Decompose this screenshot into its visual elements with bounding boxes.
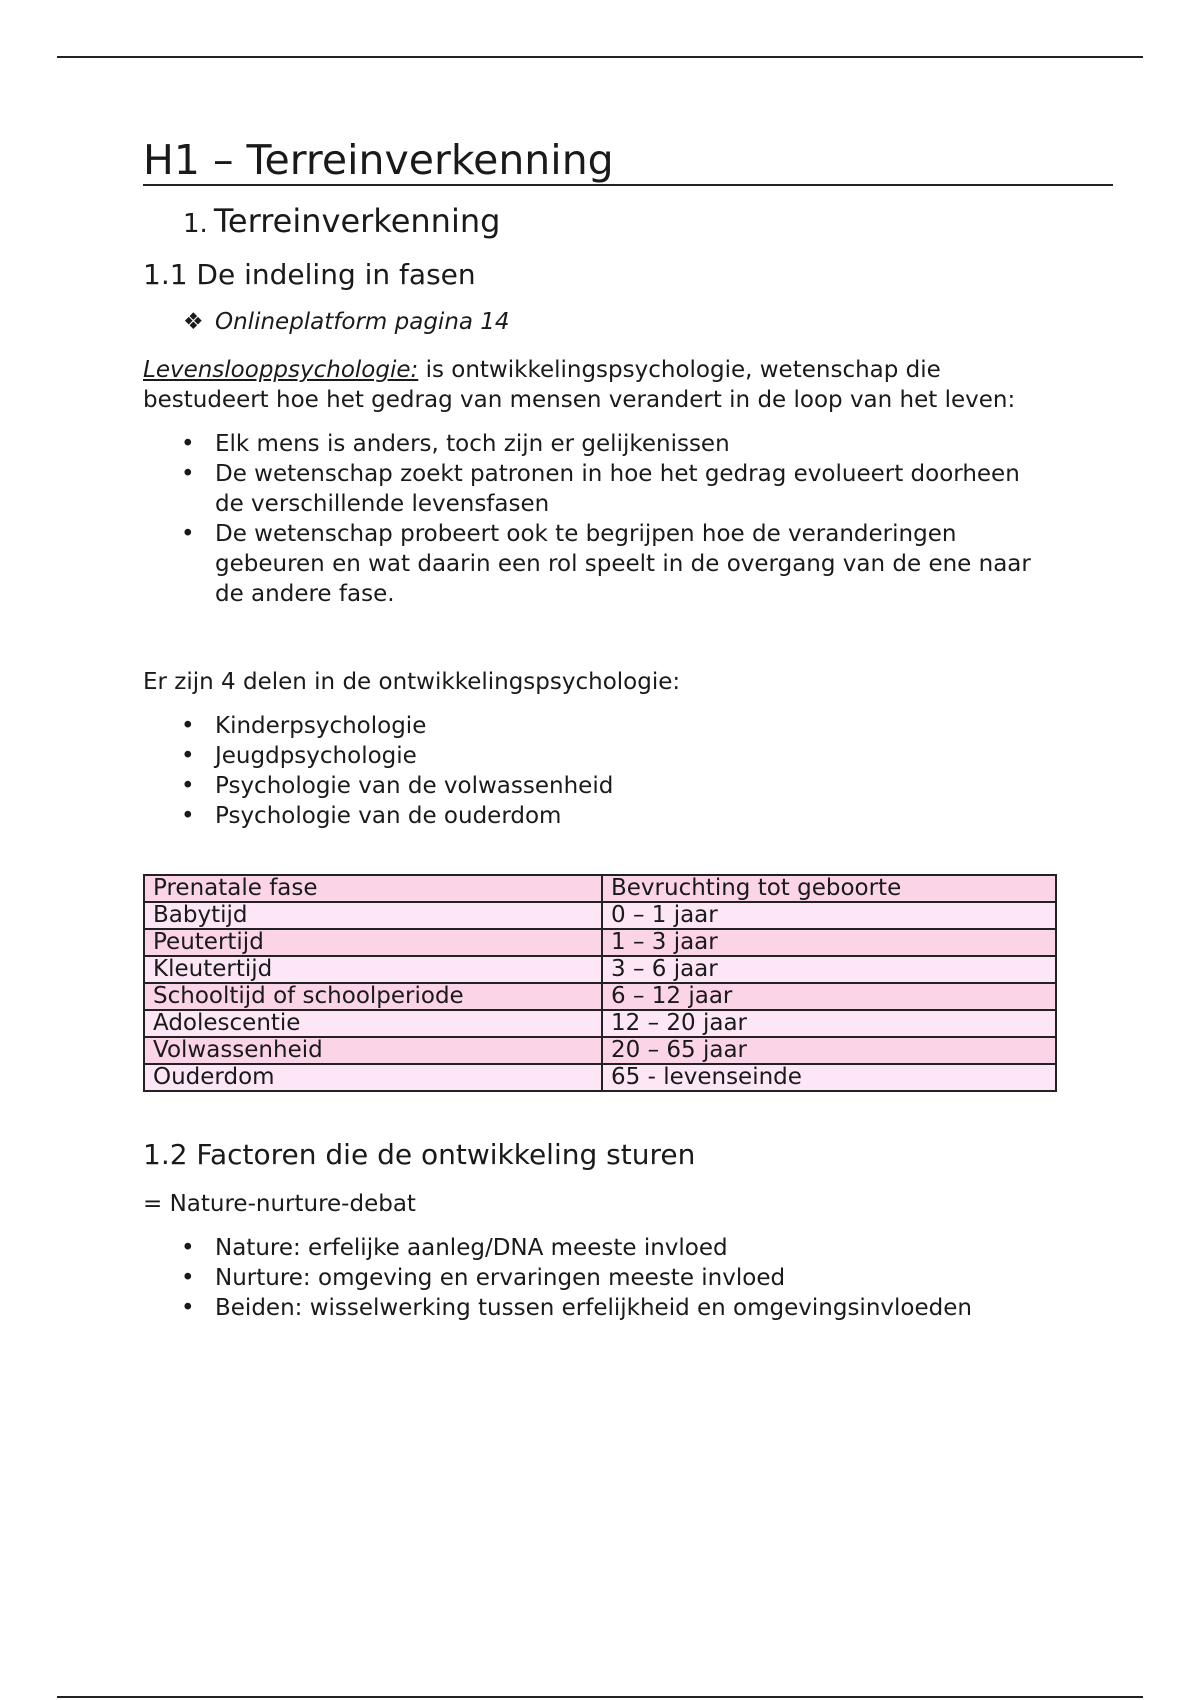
phase-name-cell: Kleutertijd [144, 956, 602, 983]
table-row [144, 902, 1056, 929]
page-top-rule [57, 56, 1143, 58]
list-item-text: Nurture: omgeving en ervaringen meeste invloed [215, 1265, 786, 1292]
parts-intro: Er zijn 4 delen in de ontwikkelingspsychologie: [143, 669, 681, 696]
list-item [143, 429, 1035, 459]
table-row [144, 956, 1056, 983]
list-item-text: Nature: erfelijke aanleg/DNA meeste invloed [215, 1235, 728, 1262]
table-row [144, 929, 1056, 956]
list-item [143, 459, 1035, 519]
list-item [143, 1263, 1035, 1293]
list-item [143, 801, 1035, 831]
phase-age-cell: 65 - levenseinde [602, 1064, 1056, 1091]
definition-paragraph [143, 355, 1023, 415]
phase-name-cell: Ouderdom [144, 1064, 602, 1091]
definition-text: is ontwikkelingspsychologie, wetenschap die bestudeert hoe het gedrag van mensen verandert in de loop van het leven: [143, 357, 1016, 414]
phase-name-cell: Babytijd [144, 902, 602, 929]
list-item [143, 1293, 1035, 1323]
life-phases-table [143, 874, 1057, 1092]
list-item [143, 711, 1035, 741]
table-row [144, 875, 1056, 902]
list-item-text: Elk mens is anders, toch zijn er gelijkenissen [215, 431, 730, 458]
table-row [144, 983, 1056, 1010]
list-item [143, 741, 1035, 771]
phase-age-cell: Bevruchting tot geboorte [602, 875, 1056, 902]
phase-name-cell: Peutertijd [144, 929, 602, 956]
phase-age-cell: 1 – 3 jaar [602, 929, 1056, 956]
nature-nurture-bullet-list [143, 1233, 1113, 1323]
page-bottom-rule [57, 1696, 1143, 1698]
phase-age-cell: 0 – 1 jaar [602, 902, 1056, 929]
list-item-text: Beiden: wisselwerking tussen erfelijkheid en omgevingsinvloeden [215, 1295, 972, 1322]
bullet-icon: • [181, 743, 195, 770]
list-item [143, 771, 1035, 801]
bullet-icon: • [181, 1265, 195, 1292]
subsection-title-1-1: 1.1 De indeling in fasen [143, 258, 476, 292]
table-row [144, 1064, 1056, 1091]
phase-age-cell: 6 – 12 jaar [602, 983, 1056, 1010]
bullet-icon: • [181, 1295, 195, 1322]
section-number: 1. [183, 209, 208, 240]
list-item [143, 1233, 1035, 1263]
document-content [143, 138, 1113, 1323]
bullet-icon: • [181, 803, 195, 830]
list-item-text: Kinderpsychologie [215, 713, 427, 740]
list-item-text: Psychologie van de volwassenheid [215, 773, 614, 800]
table-row [144, 1037, 1056, 1064]
definition-term: Levenslooppsychologie: [143, 357, 419, 384]
chapter-title: H1 – Terreinverkenning [143, 138, 1113, 186]
diamond-bullet-icon: ❖ [183, 309, 204, 336]
phase-name-cell: Prenatale fase [144, 875, 602, 902]
phase-name-cell: Volwassenheid [144, 1037, 602, 1064]
bullet-icon: • [181, 713, 195, 740]
phase-name-cell: Adolescentie [144, 1010, 602, 1037]
parts-bullet-list [143, 711, 1113, 831]
phase-age-cell: 3 – 6 jaar [602, 956, 1056, 983]
platform-note-text: Onlineplatform pagina 14 [215, 309, 510, 336]
bullet-icon: • [181, 1235, 195, 1262]
list-item-text: Psychologie van de ouderdom [215, 803, 562, 830]
phase-age-cell: 12 – 20 jaar [602, 1010, 1056, 1037]
section-heading [183, 202, 1113, 240]
phase-age-cell: 20 – 65 jaar [602, 1037, 1056, 1064]
nature-nurture-intro: = Nature-nurture-debat [143, 1191, 416, 1218]
subsection-title-1-2: 1.2 Factoren die de ontwikkeling sturen [143, 1138, 696, 1172]
phase-name-cell: Schooltijd of schoolperiode [144, 983, 602, 1010]
bullet-icon: • [181, 773, 195, 800]
table-row [144, 1010, 1056, 1037]
list-item-text: De wetenschap probeert ook te begrijpen hoe de veranderingen gebeuren en wat daarin een rol speelt in de overgang van de ene naar de andere fase. [215, 521, 1031, 608]
bullet-icon: • [181, 461, 195, 488]
section-title: Terreinverkenning [213, 202, 501, 241]
list-item-text: Jeugdpsychologie [215, 743, 417, 770]
list-item-text: De wetenschap zoekt patronen in hoe het gedrag evolueert doorheen de verschillende levensfasen [215, 461, 1020, 518]
bullet-icon: • [181, 521, 195, 548]
list-item [143, 519, 1035, 609]
definition-bullet-list [143, 429, 1113, 609]
platform-note [183, 309, 1113, 335]
bullet-icon: • [181, 431, 195, 458]
